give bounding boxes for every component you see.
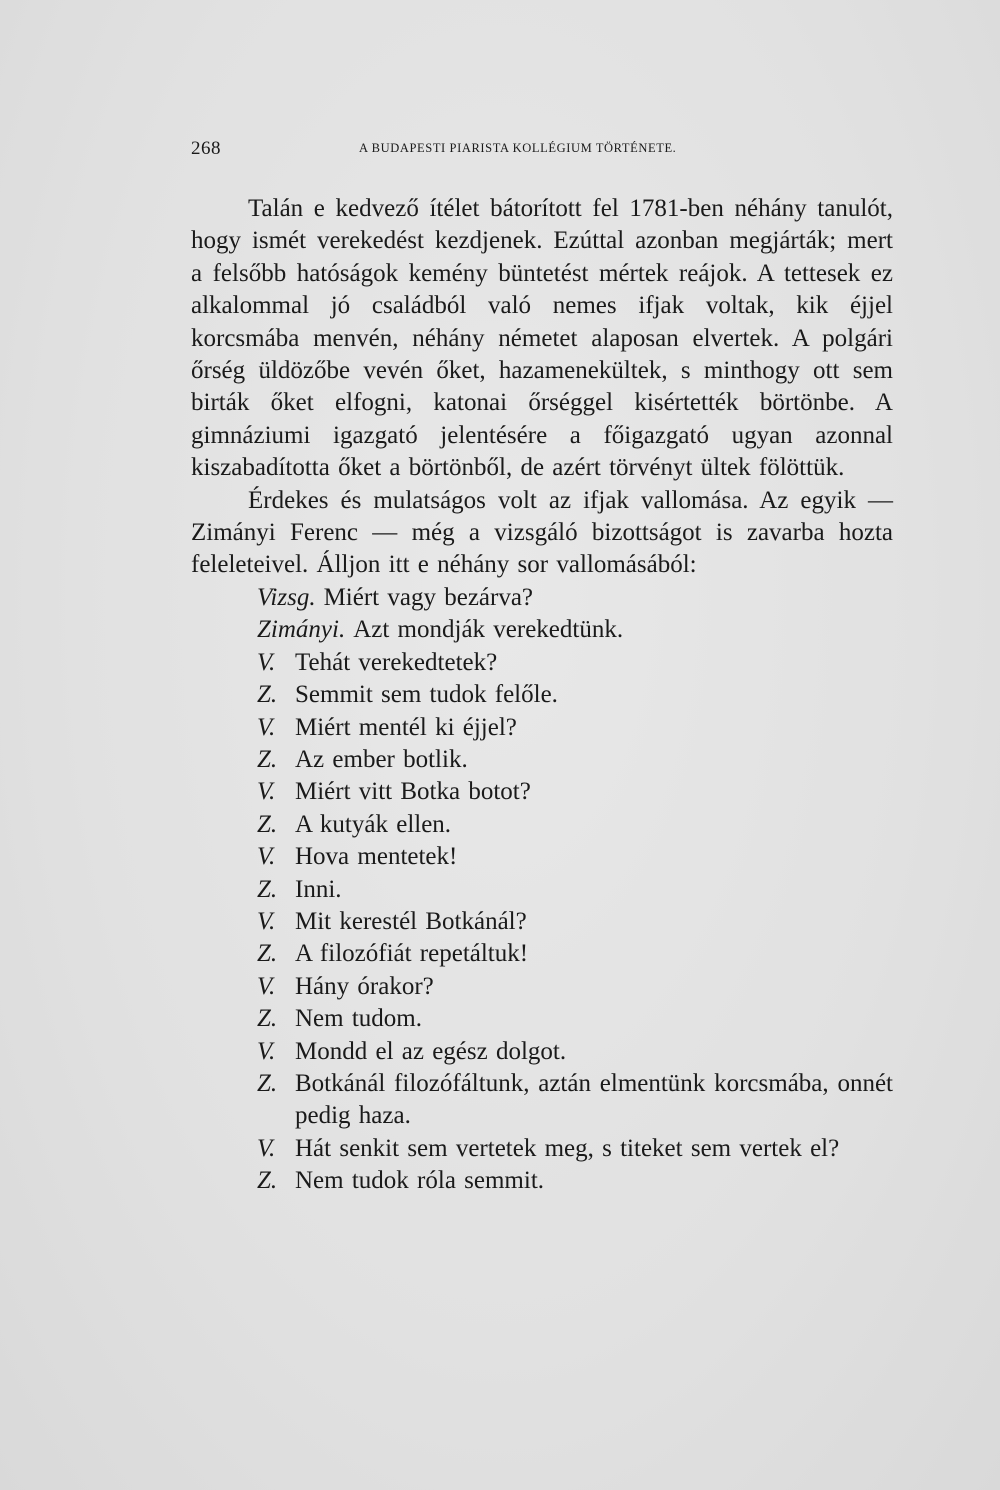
dialogue-line	[191, 841, 893, 873]
dialogue-line	[191, 744, 893, 776]
dialogue-line	[191, 874, 893, 906]
paragraph: Talán e kedvező ítélet bátorított fel 1781-ben néhány tanulót, hogy ismét verekedést kezdjenek. Ezúttal azonban megjárták; mert a felsőbb hatóságok kemény büntetést mértek reájok. A tettesek ez alkalommal jó családból való nemes ifjak voltak, kik éjjel korcsmába menvén, néhány németet alaposan elvertek. A polgári őrség üldözőbe vevén őket, hazamenekültek, s minthogy ott sem birták őket elfogni, katonai őrséggel kisértették börtönbe. A gimnáziumi igazgató jelentésére a főigazgató ugyan azonnal kiszabadította őket a börtönből, de azért törvényt ültek fölöttük.	[191, 195, 893, 482]
speech-text: A kutyák ellen.	[295, 810, 452, 838]
speaker-label: V.	[257, 648, 276, 676]
speech-text: A filozófiát repetáltuk!	[295, 940, 529, 968]
dialogue-line	[191, 809, 893, 841]
dialogue-line	[191, 906, 893, 938]
speaker-label: V.	[257, 1037, 276, 1065]
dialogue-line	[191, 776, 893, 808]
speaker-label: Z.	[257, 1069, 278, 1097]
speech-text: Azt mondják verekedtünk.	[353, 616, 624, 644]
speaker-label: Z.	[257, 1167, 278, 1195]
speech-text: Inni.	[295, 875, 342, 903]
speech-text: Nem tudok róla semmit.	[295, 1167, 545, 1195]
speech-text: Miért mentél ki éjjel?	[295, 713, 517, 741]
dialogue-line	[191, 971, 893, 1003]
speaker-label: Z.	[257, 810, 278, 838]
speech-text: Hány órakor?	[295, 972, 434, 1000]
dialogue-line	[191, 647, 893, 679]
speech-text: Nem tudom.	[295, 1005, 422, 1033]
speaker-label: V.	[257, 843, 276, 871]
dialogue-line	[191, 1068, 893, 1133]
speaker-label: Z.	[257, 681, 278, 709]
speaker-label: Z.	[257, 745, 278, 773]
dialogue-line	[191, 679, 893, 711]
speaker-label: Zimányi.	[257, 616, 346, 644]
speaker-label: V.	[257, 972, 276, 1000]
dialogue-line	[191, 1133, 893, 1165]
speaker-label: V.	[257, 713, 276, 741]
speech-text: Miért vitt Botka botot?	[295, 778, 531, 806]
speech-text: Mit kerestél Botkánál?	[295, 907, 527, 935]
speaker-label: V.	[257, 907, 276, 935]
dialogue-line	[191, 938, 893, 970]
speaker-label: Z.	[257, 875, 278, 903]
dialogue-line	[191, 1036, 893, 1068]
dialogue-line	[191, 712, 893, 744]
dialogue-line	[191, 582, 893, 614]
speech-text: Hova mentetek!	[295, 843, 458, 871]
speaker-label: V.	[257, 778, 276, 806]
speaker-label: Vizsg.	[257, 583, 316, 611]
dialogue-line	[191, 1003, 893, 1035]
dialogue-line	[191, 1165, 893, 1197]
page-header	[191, 138, 891, 168]
paragraph: Érdekes és mulatságos volt az ifjak vallomása. Az egyik — Zimányi Ferenc — még a vizsgáló bizottságot is zavarba hozta feleleteivel. Álljon itt e néhány sor vallomásából:	[191, 486, 893, 579]
interrogation-dialogue	[191, 582, 893, 1198]
speaker-label: Z.	[257, 940, 278, 968]
speaker-label: V.	[257, 1134, 276, 1162]
speech-text: Tehát verekedtetek?	[295, 648, 498, 676]
speech-text: Botkánál filozófáltunk, aztán elmentünk korcsmába, onnét pedig haza.	[295, 1069, 893, 1130]
speech-text: Hát senkit sem vertetek meg, s titeket sem vertek el?	[295, 1134, 840, 1162]
speaker-label: Z.	[257, 1005, 278, 1033]
running-title: A BUDAPESTI PIARISTA KOLLÉGIUM TÖRTÉNETE.	[359, 141, 677, 155]
speech-text: Mondd el az egész dolgot.	[295, 1037, 567, 1065]
speech-text: Semmit sem tudok felőle.	[295, 681, 558, 709]
dialogue-line	[191, 614, 893, 646]
speech-text: Az ember botlik.	[295, 745, 468, 773]
speech-text: Miért vagy bezárva?	[323, 583, 534, 611]
page-body	[191, 193, 893, 1198]
page-number: 268	[191, 138, 221, 159]
